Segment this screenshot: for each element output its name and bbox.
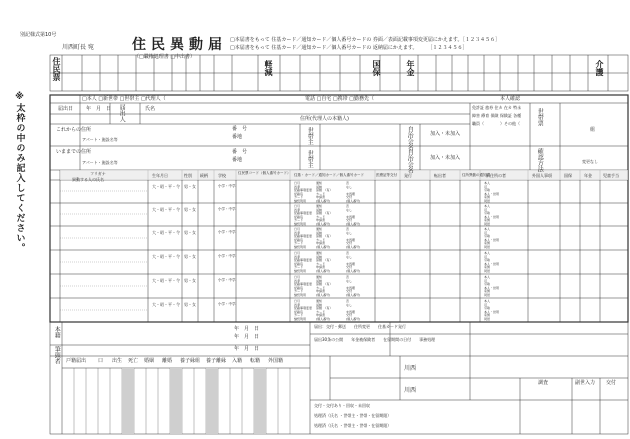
old-household-head: 世帯主 <box>306 150 314 168</box>
kind-4: 婚姻 <box>144 358 155 364</box>
row-issue-opt[interactable]: 同居 <box>484 222 491 226</box>
kind-6: 養子縁組 <box>180 358 201 364</box>
row-card-opt3[interactable]: 交付 <box>346 218 353 223</box>
stamp-kaigo: 介護 <box>595 60 604 76</box>
row-card-opt[interactable]: 記載有 <box>294 191 304 196</box>
row-card-opt2[interactable]: 申請書 <box>316 195 326 200</box>
row-card-opt2[interactable]: 返納 （有） <box>316 258 333 263</box>
stamp-label-1: 副世入力 <box>575 380 596 386</box>
new-apartment-label: アパート・施設名等 <box>82 137 118 142</box>
row-card-opt[interactable]: 継続利用 <box>294 245 307 249</box>
new-banchi: 番 号 <box>232 126 248 132</box>
bottom-date-3[interactable]: 年 月 日 <box>234 346 260 352</box>
row-card-opt2[interactable]: 通知 <box>316 204 323 208</box>
row-card-opt3[interactable]: (個人番号) <box>346 222 361 226</box>
row-card-opt[interactable]: 四季 <box>294 302 301 307</box>
row-sex[interactable]: 男・女 <box>184 302 196 307</box>
row-card-opt2[interactable]: 返納 <box>316 302 323 307</box>
col-jido: 児童手当 <box>603 173 619 178</box>
row-card-opt2[interactable]: 通知 <box>316 227 323 231</box>
note-line-1: 届出30条の公開 年金被保険者 在留期間の日付 事務処理 <box>314 337 436 342</box>
row-card-opt[interactable]: 記載有 <box>294 261 304 266</box>
stamp-label-2: 交付 <box>606 380 617 386</box>
kind-3: 死亡 <box>128 358 139 364</box>
col-moveout: 転出者 <box>434 173 446 178</box>
row-card-opt3[interactable]: 否 <box>346 227 350 231</box>
row-issue-opt[interactable]: 本人・世帯 <box>484 191 500 196</box>
row-card-opt2[interactable]: (個人番号) <box>316 222 331 226</box>
row-issue-opt[interactable]: 本人 <box>484 275 491 279</box>
stamp-keigen: 軽減 <box>264 60 273 76</box>
row-issue-opt[interactable]: 可 <box>484 230 488 235</box>
id-docs-1[interactable]: 免許証 旅券 住カ 在カ 特永 <box>472 105 522 110</box>
household-card: 世帯票 <box>536 108 544 126</box>
row-card-opt2[interactable]: 通知 <box>316 181 323 185</box>
row-school[interactable]: 小学・中学 <box>218 278 236 282</box>
row-sex[interactable]: 男・女 <box>184 278 196 283</box>
col-nenkin: 年金 <box>584 173 592 178</box>
honseki-label: 本籍 <box>53 326 61 338</box>
row-card-opt[interactable]: 記載事項変更 <box>294 234 313 239</box>
old-jichikai-join[interactable]: 加入・未加入 <box>430 155 461 161</box>
row-card-opt2[interactable]: 返納 <box>316 254 323 259</box>
col-furigana: フリガナ <box>90 171 106 176</box>
row-era[interactable]: 大・昭・平・令 <box>152 184 180 189</box>
col-issue: 発行 <box>404 173 412 178</box>
bottom-date-2[interactable]: 年 月 日 <box>234 334 260 340</box>
row-card-opt2[interactable]: (個人番号) <box>316 245 331 249</box>
row-card-opt[interactable]: 四季 <box>294 184 301 189</box>
row-sex[interactable]: 男・女 <box>184 184 196 189</box>
row-issue-opt[interactable]: 可 <box>484 302 488 307</box>
row-card-opt[interactable]: 継続利用 <box>294 293 307 297</box>
row-card-opt[interactable]: 記載事項変更 <box>294 188 313 193</box>
row-era[interactable]: 大・昭・平・令 <box>152 207 180 212</box>
form-number: 別記様式第10号 <box>20 32 57 38</box>
row-card-opt3[interactable]: 交付 <box>346 289 353 294</box>
row-card-opt3[interactable]: 未処理 <box>346 237 356 242</box>
row-issue-opt[interactable]: 同居 <box>484 245 491 249</box>
row-card-opt2[interactable]: 申請書 <box>316 265 326 270</box>
row-card-opt2[interactable]: 通知 <box>316 251 323 255</box>
col-medical: 医療証等交付 <box>376 173 397 177</box>
new-jichikai-join[interactable]: 加入・未加入 <box>430 131 461 137</box>
id-docs-3[interactable]: 職員（ <box>472 121 484 126</box>
row-card-opt[interactable]: 継続利用 <box>294 317 307 321</box>
row-issue-opt[interactable]: 同居 <box>484 199 491 203</box>
row-issue-opt[interactable]: 可 <box>484 254 488 259</box>
row-card-opt3[interactable]: (個人番号) <box>346 269 361 273</box>
stamp-nenkin: 年金 <box>406 60 415 76</box>
row-card-opt[interactable]: カード <box>294 218 304 223</box>
row-issue-opt[interactable]: 可 <box>484 278 488 283</box>
row-card-opt2[interactable]: (個人番号) <box>316 293 331 297</box>
row-card-opt[interactable]: 記載事項変更 <box>294 258 313 263</box>
row-card-opt3[interactable]: 否 <box>346 181 350 185</box>
row-card-opt[interactable]: 四季 <box>294 207 301 212</box>
row-card-opt2[interactable]: 返納 <box>316 184 323 189</box>
row-card-opt2[interactable]: 返納 （有） <box>316 188 333 193</box>
row-card-opt3[interactable]: なし <box>346 254 353 259</box>
row-card-opt2[interactable]: 返納 <box>316 230 323 235</box>
row-card-opt3[interactable]: 否 <box>346 204 350 208</box>
row-card-opt2[interactable]: 返納 （有） <box>316 234 333 239</box>
row-card-opt3[interactable]: 未処理 <box>346 285 356 290</box>
row-card-opt2[interactable]: 申請書 <box>316 289 326 294</box>
note-line-0: 届出：交付・郵送 住所変更 住基カード発行 <box>314 324 406 329</box>
row-issue-opt[interactable]: 本人・世帯 <box>484 309 500 314</box>
row-card-opt[interactable]: 四季 <box>294 254 301 259</box>
id-docs-4[interactable]: ）その他（ <box>500 121 520 126</box>
row-school[interactable]: 小学・中学 <box>218 207 236 211</box>
row-card-opt3[interactable]: 未処理 <box>346 309 356 314</box>
row-issue-opt[interactable]: 引取 <box>484 258 491 263</box>
row-card-opt2[interactable]: カード <box>316 309 326 314</box>
row-card-opt[interactable]: 継続利用 <box>294 269 307 273</box>
applicant-type[interactable]: □本人 □新世帯 □世帯主 □代理人（ <box>82 96 166 102</box>
row-issue-opt[interactable]: 同居 <box>484 269 491 273</box>
row-card-opt[interactable]: カード <box>294 289 304 294</box>
row-card-opt[interactable]: 日月 <box>294 299 301 303</box>
kawanishi-1: 川西 <box>404 365 417 372</box>
row-issue-opt[interactable]: 同居 <box>484 317 491 321</box>
new-household-head: 世帯主 <box>306 127 314 145</box>
row-card-opt3[interactable]: なし <box>346 230 353 235</box>
row-card-opt[interactable]: 記載有 <box>294 214 304 219</box>
row-issue-opt[interactable]: 本人 <box>484 251 491 255</box>
row-card-opt3[interactable]: 未処理 <box>346 214 356 219</box>
col-school: 学校 <box>218 173 226 178</box>
row-card-opt[interactable]: 継続利用 <box>294 199 307 203</box>
col-notice: 住所異動の通知書 <box>462 173 490 177</box>
row-issue-opt[interactable]: 引取 <box>484 234 491 239</box>
side-note: ※太枠の中のみ記入してください。 <box>14 92 25 253</box>
row-issue-opt[interactable]: 本人・世帯 <box>484 214 500 219</box>
row-card-opt[interactable]: カード <box>294 313 304 318</box>
no-change: 変更なし <box>582 159 598 164</box>
col-relation: 続柄 <box>200 173 208 178</box>
note-change: □本届書をもって 住基カード／通知カード／個人番号カードの 券面／表面記載事項変更届にかえます。［１２３４５６］ <box>230 37 501 43</box>
old-address-label: いままでの住所 <box>56 149 92 155</box>
filer-address-label: 住所(代理人の本籍人) <box>300 116 349 122</box>
row-issue-opt[interactable]: 可 <box>484 207 488 212</box>
row-card-opt3[interactable]: (個人番号) <box>346 245 361 249</box>
row-issue-opt[interactable]: 本人 <box>484 204 491 208</box>
col-sex: 性別 <box>184 173 192 178</box>
kind-5: 離婚 <box>162 358 173 364</box>
kind-1: 口 <box>98 358 104 364</box>
row-issue-opt[interactable]: 引取 <box>484 306 491 311</box>
row-card-opt[interactable]: 日月 <box>294 181 301 185</box>
row-school[interactable]: 小学・中学 <box>218 230 236 234</box>
row-card-opt2[interactable]: (個人番号) <box>316 317 331 321</box>
row-issue-opt[interactable]: 家族 <box>484 218 491 223</box>
kind-10: 外国籍 <box>268 358 284 364</box>
row-card-opt3[interactable]: 未処理 <box>346 191 356 196</box>
row-card-opt[interactable]: カード <box>294 265 304 270</box>
kind-2: 出生 <box>112 358 123 364</box>
hittousha-label: 筆頭者 <box>53 346 61 364</box>
kumi-label: 組 <box>590 127 596 133</box>
old-jichikai: 自治会名 <box>406 149 414 173</box>
row-card-opt3[interactable]: 否 <box>346 275 350 279</box>
row-issue-opt[interactable]: 本人 <box>484 299 491 303</box>
row-card-opt2[interactable]: 返納 （有） <box>316 306 333 311</box>
row-card-opt3[interactable]: 否 <box>346 299 350 303</box>
kind-7: 養子離縁 <box>206 358 227 364</box>
stamp-label-0: 調査 <box>538 380 549 386</box>
row-issue-opt[interactable]: 引取 <box>484 188 491 193</box>
row-card-opt2[interactable]: 返納 （有） <box>316 282 333 287</box>
row-card-opt[interactable]: 記載事項変更 <box>294 306 313 311</box>
row-card-opt2[interactable]: 申請書 <box>316 241 326 246</box>
row-issue-opt[interactable]: 本人・世帯 <box>484 261 500 266</box>
row-card-opt2[interactable]: カード <box>316 261 326 266</box>
row-card-opt2[interactable]: 返納 <box>316 278 323 283</box>
row-card-opt3[interactable]: 未処理 <box>346 261 356 266</box>
row-issue-opt[interactable]: 引取 <box>484 282 491 287</box>
col-name-note: 異動する人の氏名 <box>72 177 104 182</box>
row-issue-opt[interactable]: 可 <box>484 184 488 189</box>
note-return: □本届書をもって 住基カード／通知カード／個人番号カードの 返納届にかえます。 ［１２３４５６］ <box>230 45 468 51</box>
col-code: 住民票コード（個人番号カード） <box>238 171 291 175</box>
row-card-opt[interactable]: 日月 <box>294 227 301 231</box>
row-issue-opt[interactable]: 本人 <box>484 227 491 231</box>
col-card: 住基・カード／通知カード／個人番号カード <box>294 173 364 177</box>
row-card-opt[interactable]: 記載有 <box>294 285 304 290</box>
filer-name-label: 氏名 <box>145 106 156 112</box>
row-card-opt[interactable]: 日月 <box>294 275 301 279</box>
row-card-opt[interactable]: 記載有 <box>294 309 304 314</box>
old-banchi2: 番地 <box>232 157 243 163</box>
row-card-opt2[interactable]: カード <box>316 237 326 242</box>
old-banchi: 番 号 <box>232 149 248 155</box>
new-banchi2: 番地 <box>232 134 243 140</box>
note-line-4: 処理済（氏名 ・世帯主・世帯・在留期限） <box>314 423 392 428</box>
row-card-opt[interactable]: 記載有 <box>294 237 304 242</box>
kind-8: 入籍 <box>232 358 243 364</box>
filing-date-value[interactable]: 年 月 日 <box>86 106 112 112</box>
col-foreign: 外国人事項 <box>532 173 552 178</box>
row-card-opt[interactable]: 四季 <box>294 278 301 283</box>
row-card-opt3[interactable]: 否 <box>346 251 350 255</box>
row-card-opt[interactable]: 記載事項変更 <box>294 282 313 287</box>
row-issue-opt[interactable]: 家族 <box>484 265 491 270</box>
row-school[interactable]: 小学・中学 <box>218 184 236 188</box>
row-issue-opt[interactable]: 家族 <box>484 195 491 200</box>
row-card-opt2[interactable]: カード <box>316 285 326 290</box>
row-card-opt3[interactable]: なし <box>346 184 353 189</box>
row-issue-opt[interactable]: 本人 <box>484 181 491 185</box>
row-card-opt3[interactable]: なし <box>346 278 353 283</box>
row-card-opt2[interactable]: 返納 （有） <box>316 211 333 216</box>
row-card-opt3[interactable]: (個人番号) <box>346 317 361 321</box>
filer-label: 届出人 <box>118 104 126 122</box>
row-card-opt[interactable]: 日月 <box>294 204 301 208</box>
kind-0: 戸籍届出 <box>66 358 87 364</box>
row-card-opt3[interactable]: なし <box>346 302 353 307</box>
row-card-opt3[interactable]: (個人番号) <box>346 199 361 203</box>
addressee: 川西町長 宛 <box>62 44 94 51</box>
subtitle: （□職権処理書 □申出書） <box>134 54 196 60</box>
kind-9: 転籍 <box>250 358 261 364</box>
row-card-opt[interactable]: カード <box>294 195 304 200</box>
note-line-2: 交付・交付あり・回収・未回収 <box>314 403 370 408</box>
row-card-opt[interactable]: 四季 <box>294 230 301 235</box>
row-issue-opt[interactable]: 本人・世帯 <box>484 237 500 242</box>
phone-type[interactable]: 電話 □自宅 □携帯 □勤務先（ <box>305 96 374 102</box>
row-card-opt[interactable]: 継続利用 <box>294 222 307 226</box>
row-card-opt2[interactable]: (個人番号) <box>316 199 331 203</box>
row-issue-opt[interactable]: 同居 <box>484 293 491 297</box>
new-address-label: これからの住所 <box>56 127 92 133</box>
row-school[interactable]: 小学・中学 <box>218 302 236 306</box>
row-era[interactable]: 大・昭・平・令 <box>152 278 180 283</box>
bottom-date-1[interactable]: 年 月 日 <box>234 326 260 332</box>
row-issue-opt[interactable]: 引取 <box>484 211 491 216</box>
id-docs-2[interactable]: 障害 療育 保険 保険証 各種 <box>472 113 522 118</box>
col-birth: 生年月日 <box>152 173 168 178</box>
row-card-opt3[interactable]: 交付 <box>346 241 353 246</box>
row-card-opt3[interactable]: 交付 <box>346 195 353 200</box>
row-issue-opt[interactable]: 本人・世帯 <box>484 285 500 290</box>
row-card-opt2[interactable]: 通知 <box>316 299 323 303</box>
row-card-opt2[interactable]: カード <box>316 191 326 196</box>
row-card-opt2[interactable]: 申請書 <box>316 313 326 318</box>
row-card-opt3[interactable]: 交付 <box>346 313 353 318</box>
row-sex[interactable]: 男・女 <box>184 230 196 235</box>
row-card-opt3[interactable]: なし <box>346 207 353 212</box>
check-method: 確認方法 <box>536 148 544 172</box>
row-sex[interactable]: 男・女 <box>184 254 196 259</box>
row-card-opt[interactable]: 記載事項変更 <box>294 211 313 216</box>
stamp-kokuho: 国保 <box>372 60 381 76</box>
note-line-3: 処理済（氏名 ・世帯主・世帯・在留期限） <box>314 413 392 418</box>
row-era[interactable]: 大・昭・平・令 <box>152 302 180 307</box>
col-kokuho: 国保 <box>564 173 572 178</box>
row-card-opt[interactable]: カード <box>294 241 304 246</box>
col-old-addr: 旧住所の者 <box>486 173 506 178</box>
row-card-opt[interactable]: 日月 <box>294 251 301 255</box>
row-card-opt2[interactable]: (個人番号) <box>316 269 331 273</box>
id-check-label: 本人確認 <box>500 96 521 102</box>
filing-date-label: 届出日 <box>58 106 74 112</box>
row-era[interactable]: 大・昭・平・令 <box>152 254 180 259</box>
row-sex[interactable]: 男・女 <box>184 207 196 212</box>
row-card-opt2[interactable]: 申請書 <box>316 218 326 223</box>
row-issue-opt[interactable]: 家族 <box>484 289 491 294</box>
row-era[interactable]: 大・昭・平・令 <box>152 230 180 235</box>
row-card-opt3[interactable]: (個人番号) <box>346 293 361 297</box>
row-issue-opt[interactable]: 家族 <box>484 313 491 318</box>
row-card-opt3[interactable]: 交付 <box>346 265 353 270</box>
row-card-opt2[interactable]: 返納 <box>316 207 323 212</box>
row-card-opt2[interactable]: 通知 <box>316 275 323 279</box>
row-card-opt2[interactable]: カード <box>316 214 326 219</box>
stamp-juminhyo: 住民票 <box>52 57 61 81</box>
old-apartment-label: アパート・施設名等 <box>82 160 118 165</box>
page-title: 住民異動届 <box>132 37 227 53</box>
row-school[interactable]: 小学・中学 <box>218 254 236 258</box>
new-jichikai: 自治会名 <box>406 126 414 150</box>
row-issue-opt[interactable]: 家族 <box>484 241 491 246</box>
kawanishi-2: 川西 <box>404 387 417 394</box>
